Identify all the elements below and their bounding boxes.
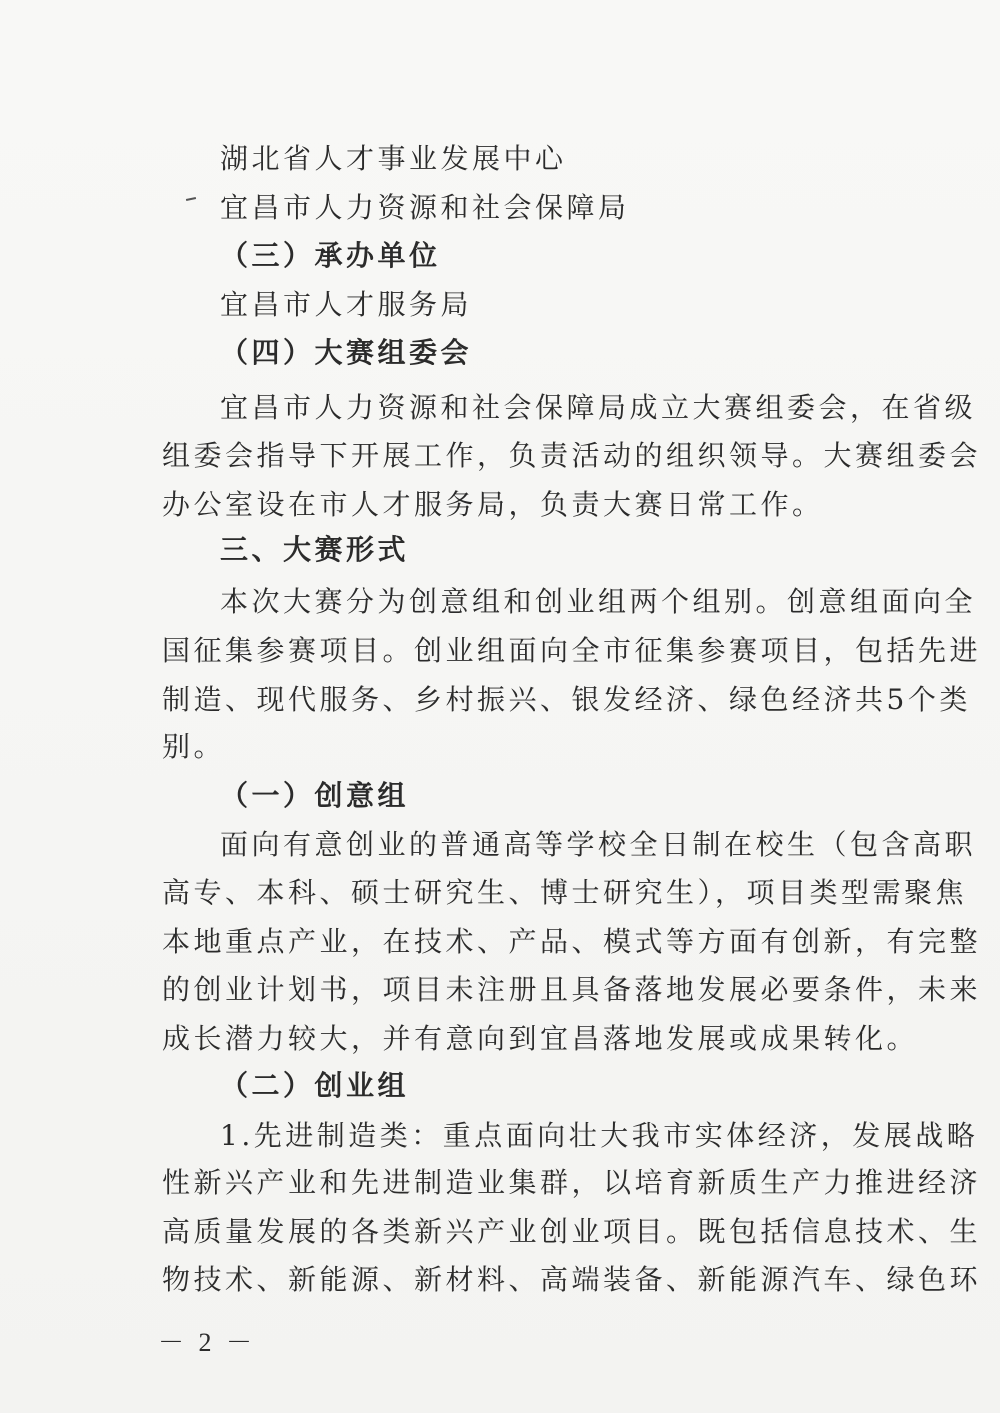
text-line-organizer-1: 湖北省人才事业发展中心 <box>220 142 567 175</box>
paragraph-startup-line-4: 物技术、新能源、新材料、高端装备、新能源汽车、绿色环 <box>162 1263 982 1296</box>
paragraph-committee-line-2: 组委会指导下开展工作，负责活动的组织领导。大赛组委会 <box>162 439 982 472</box>
paragraph-creative-line-2: 高专、本科、硕士研究生、博士研究生），项目类型需聚焦 <box>162 876 968 909</box>
paragraph-startup-line-1: 1.先进制造类：重点面向壮大我市实体经济，发展战略 <box>220 1119 979 1152</box>
paragraph-creative-line-1: 面向有意创业的普通高等学校全日制在校生（包含高职 <box>220 828 977 861</box>
paragraph-creative-line-4: 的创业计划书，项目未注册且具备落地发展必要条件，未来 <box>162 973 982 1006</box>
paragraph-committee-line-3: 办公室设在市人才服务局，负责大赛日常工作。 <box>162 488 824 521</box>
paragraph-format-line-4: 别。 <box>162 730 226 763</box>
page-number: － 2 － <box>158 1328 257 1357</box>
paragraph-committee-line-1: 宜昌市人力资源和社会保障局成立大赛组委会，在省级 <box>220 391 977 424</box>
paragraph-startup-line-2: 性新兴产业和先进制造业集群，以培育新质生产力推进经济 <box>162 1166 982 1199</box>
section-heading-committee: （四）大赛组委会 <box>220 336 473 369</box>
paragraph-creative-line-5: 成长潜力较大，并有意向到宜昌落地发展或成果转化。 <box>162 1022 919 1055</box>
section-heading-creative-group: （一）创意组 <box>220 779 410 812</box>
section-heading-startup-group: （二）创业组 <box>220 1069 410 1102</box>
paragraph-creative-line-3: 本地重点产业，在技术、产品、模式等方面有创新，有完整 <box>162 925 982 958</box>
scan-mark <box>186 197 196 201</box>
paragraph-format-line-2: 国征集参赛项目。创业组面向全市征集参赛项目，包括先进 <box>162 634 982 667</box>
section-heading-host-unit: （三）承办单位 <box>220 239 441 272</box>
text-line-host-unit: 宜昌市人才服务局 <box>220 288 473 321</box>
paragraph-format-line-1: 本次大赛分为创意组和创业组两个组别。创意组面向全 <box>220 585 977 618</box>
section-heading-competition-format: 三、大赛形式 <box>220 533 410 566</box>
text-line-organizer-2: 宜昌市人力资源和社会保障局 <box>220 191 630 224</box>
paragraph-startup-line-3: 高质量发展的各类新兴产业创业项目。既包括信息技术、生 <box>162 1215 982 1248</box>
paragraph-format-line-3: 制造、现代服务、乡村振兴、银发经济、绿色经济共5个类 <box>162 683 971 716</box>
